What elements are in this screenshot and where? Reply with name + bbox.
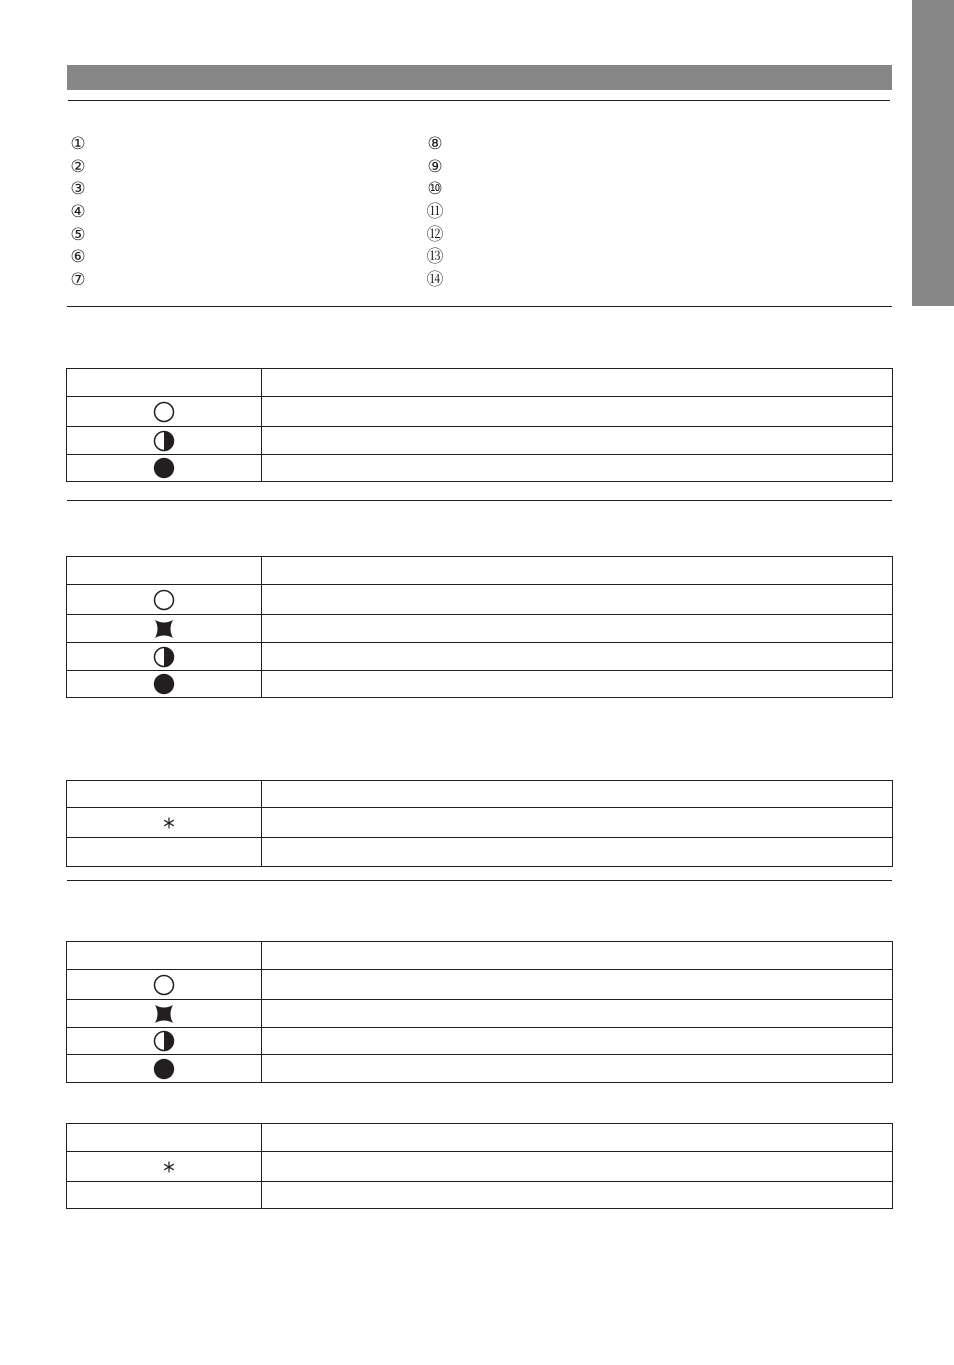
index-item: ⑬ <box>426 247 444 268</box>
index-item: ⑫ <box>426 224 444 245</box>
index-item: ⑦ <box>70 270 86 291</box>
table-row <box>67 1152 893 1182</box>
circle-outline-icon <box>153 974 175 996</box>
circle-filled-icon <box>153 673 175 695</box>
table-header-row <box>67 1124 893 1152</box>
index-item: ⑤ <box>70 224 86 245</box>
x-star-icon <box>154 619 174 639</box>
table-header-row <box>67 781 893 808</box>
index-item: ② <box>70 156 86 177</box>
table-row <box>67 1055 893 1083</box>
table-row <box>67 1000 893 1028</box>
index-list-left <box>67 133 89 292</box>
index-item: ⑭ <box>426 270 444 291</box>
circle-outline-icon <box>153 589 175 611</box>
section-header-bar <box>67 65 892 90</box>
index-item: ⑪ <box>426 202 444 223</box>
x-star-icon <box>154 1004 174 1024</box>
circle-half-icon <box>153 1030 175 1052</box>
index-item: ③ <box>70 179 86 200</box>
table-row <box>67 397 893 427</box>
circle-half-icon <box>153 646 175 668</box>
table-header-row <box>67 369 893 397</box>
asterisk-icon <box>163 817 175 829</box>
index-item: ① <box>70 134 86 154</box>
index-item: ⑨ <box>427 156 443 177</box>
table-row <box>67 838 893 867</box>
symbol-table-3 <box>66 780 893 867</box>
table-row <box>67 671 893 698</box>
circle-filled-icon <box>153 1058 175 1080</box>
table-row <box>67 808 893 838</box>
section-rule <box>67 500 892 501</box>
asterisk-icon <box>163 1161 175 1173</box>
symbol-table-5 <box>66 1123 893 1209</box>
index-item: ④ <box>70 202 86 223</box>
table-row <box>67 1028 893 1055</box>
section-side-tab <box>912 0 954 306</box>
table-row <box>67 1182 893 1209</box>
table-row <box>67 615 893 643</box>
table-row <box>67 585 893 615</box>
circle-filled-icon <box>153 457 175 479</box>
symbol-table-2 <box>66 556 893 698</box>
circle-outline-icon <box>153 401 175 423</box>
index-list-right <box>424 133 446 292</box>
table-header-row <box>67 557 893 585</box>
symbol-table-1 <box>66 368 893 482</box>
table-row <box>67 427 893 455</box>
table-row <box>67 643 893 671</box>
section-rule <box>67 306 892 307</box>
circle-half-icon <box>153 430 175 452</box>
table-header-row <box>67 942 893 970</box>
table-row <box>67 970 893 1000</box>
section-rule <box>67 880 892 881</box>
symbol-table-4 <box>66 941 893 1083</box>
index-item: ⑥ <box>70 247 86 268</box>
table-row <box>67 455 893 482</box>
index-item: ⑧ <box>427 134 443 154</box>
index-item: ⑩ <box>427 179 443 200</box>
header-rule <box>68 100 890 101</box>
